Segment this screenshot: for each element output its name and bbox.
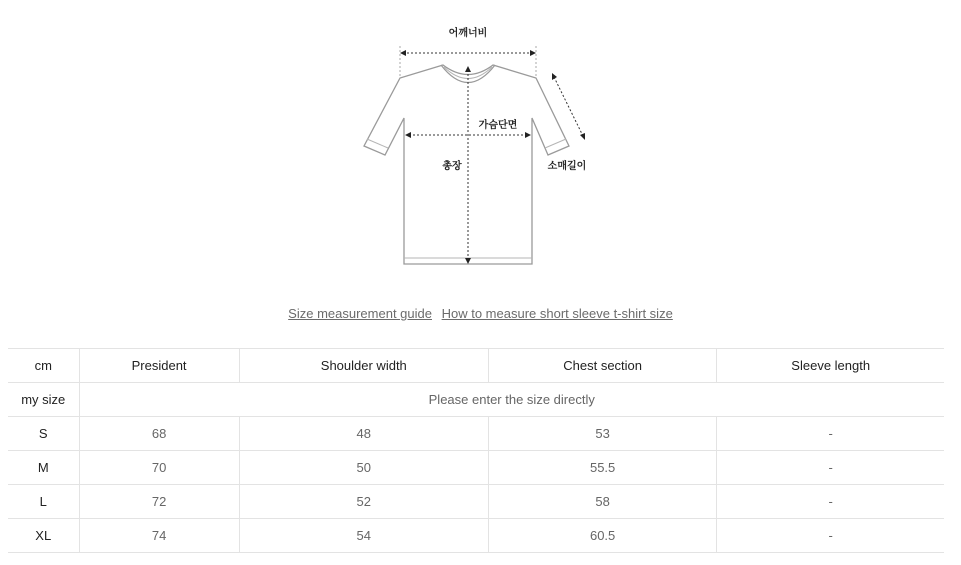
tshirt-illustration bbox=[355, 18, 605, 273]
table-cell: 50 bbox=[239, 451, 488, 485]
column-header: Shoulder width bbox=[239, 349, 488, 383]
unit-header: cm bbox=[8, 349, 79, 383]
column-header: Sleeve length bbox=[717, 349, 944, 383]
measurement-links bbox=[0, 306, 961, 321]
size-label: M bbox=[8, 451, 79, 485]
table-row bbox=[8, 519, 944, 553]
shoulder-width-label: 어깨너비 bbox=[448, 28, 488, 39]
chest-section-label: 가슴단면 bbox=[478, 120, 518, 131]
total-length-label: 총장 bbox=[442, 161, 462, 172]
table-cell: 74 bbox=[79, 519, 239, 553]
column-header: President bbox=[79, 349, 239, 383]
my-size-label: my size bbox=[8, 383, 79, 417]
my-size-row bbox=[8, 383, 944, 417]
size-label: XL bbox=[8, 519, 79, 553]
tshirt-measurement-diagram bbox=[355, 18, 605, 273]
size-label: L bbox=[8, 485, 79, 519]
table-row bbox=[8, 451, 944, 485]
table-row bbox=[8, 417, 944, 451]
size-table bbox=[8, 348, 944, 553]
table-row bbox=[8, 485, 944, 519]
table-cell: 53 bbox=[488, 417, 716, 451]
my-size-input-prompt[interactable]: Please enter the size directly bbox=[79, 383, 944, 417]
table-cell: - bbox=[717, 451, 944, 485]
table-cell: - bbox=[717, 519, 944, 553]
sleeve-length-label: 소매길이 bbox=[547, 161, 587, 172]
size-guide-link[interactable]: Size measurement guide bbox=[288, 306, 432, 321]
table-cell: 48 bbox=[239, 417, 488, 451]
table-cell: - bbox=[717, 485, 944, 519]
table-cell: 70 bbox=[79, 451, 239, 485]
table-cell: - bbox=[717, 417, 944, 451]
column-header: Chest section bbox=[488, 349, 716, 383]
table-cell: 72 bbox=[79, 485, 239, 519]
table-cell: 58 bbox=[488, 485, 716, 519]
table-cell: 52 bbox=[239, 485, 488, 519]
size-label: S bbox=[8, 417, 79, 451]
measure-howto-link[interactable]: How to measure short sleeve t-shirt size bbox=[441, 306, 673, 321]
table-header-row bbox=[8, 349, 944, 383]
table-cell: 68 bbox=[79, 417, 239, 451]
table-cell: 60.5 bbox=[488, 519, 716, 553]
table-cell: 55.5 bbox=[488, 451, 716, 485]
table-cell: 54 bbox=[239, 519, 488, 553]
